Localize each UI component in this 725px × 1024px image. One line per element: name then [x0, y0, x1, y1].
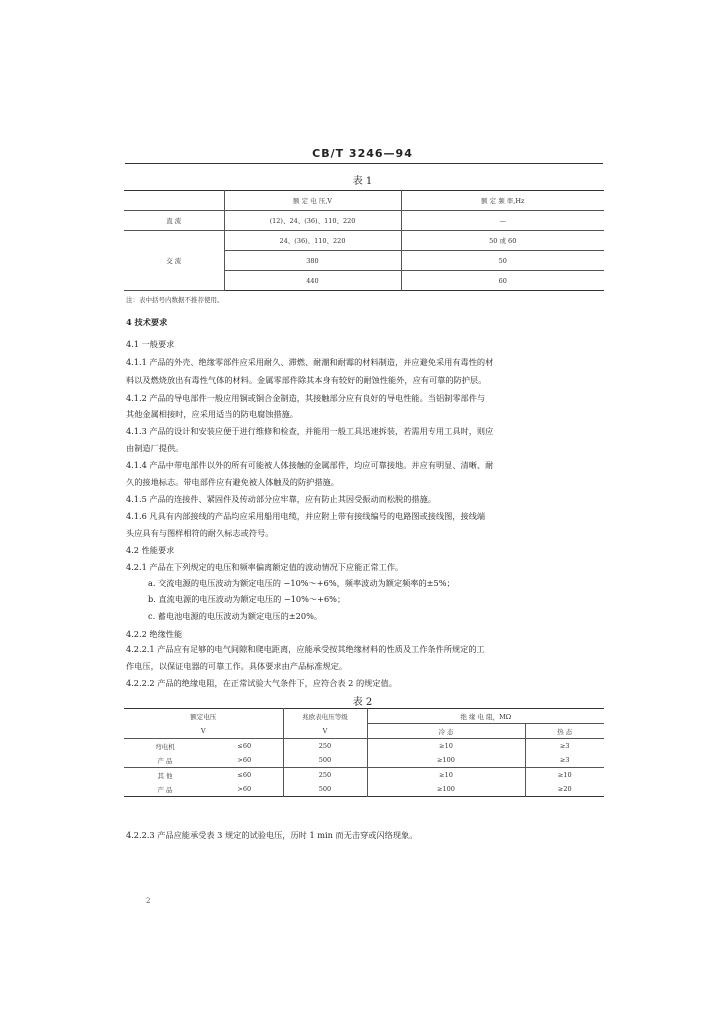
table2-cell-product: 产 品 — [157, 785, 173, 794]
body-line: 4.2.2 绝缘性能 — [126, 629, 183, 639]
table2-cell-meter: 500 — [283, 782, 367, 797]
table2-cell-cold: ≥100 — [367, 782, 525, 797]
table1-cell-frequency: 60 — [401, 271, 604, 291]
table2-header-meter: 兆欧表电压等级 — [283, 709, 367, 724]
body-line: 4 技术要求 — [126, 317, 168, 327]
table2-cell-hot: ≥10 — [525, 768, 604, 783]
table1-header-frequency: 额 定 频 率,Hz — [401, 191, 604, 211]
table2-cell-voltage: >60 — [237, 785, 252, 793]
table2-header-rated: 额定电压 — [190, 712, 217, 721]
header-rule — [125, 163, 603, 164]
body-line: a. 交流电源的电压波动为额定电压的 −10%～+6%，频率波动为额定频率的±5%； — [148, 578, 455, 588]
table-row — [124, 231, 604, 251]
body-line: b. 直流电源的电压波动为额定电压的 −10%～+6%； — [148, 594, 346, 604]
table2-header-meter-unit: V — [283, 724, 367, 739]
table1-note: 注：表中括号内数据不推荐使用。 — [126, 296, 224, 304]
table1-cell-frequency: 50 或 60 — [401, 231, 604, 251]
table2-cell-cold: ≥10 — [367, 739, 525, 754]
table-row — [124, 739, 604, 754]
table1-cell-voltage: 380 — [224, 251, 401, 271]
table2-header-row — [124, 724, 604, 739]
table1-caption: 表 1 — [352, 176, 373, 187]
body-line: 4.2.2.3 产品应能承受表 3 规定的试验电压，历时 1 min 而无击穿或闪络现象。 — [126, 830, 418, 840]
table2-header-hot: 热 态 — [525, 724, 604, 739]
body-line: 4.2.2.2 产品的绝缘电阻，在正常试验大气条件下，应符合表 2 的规定值。 — [126, 678, 397, 688]
body-line: 4.2.1 产品在下列规定的电压和频率偏离额定值的波动情况下应能正常工作。 — [126, 562, 404, 572]
table2-cell-meter: 500 — [283, 753, 367, 768]
body-line: 4.2.2.1 产品应有足够的电气间隙和爬电距离，应能承受按其绝缘材料的性质及工作条件所规定的工 — [126, 644, 485, 654]
table1-cell-voltage: 24、(36)、110、220 — [224, 231, 401, 251]
table-row — [124, 211, 604, 231]
body-line: c. 蓄电池电源的电压波动为额定电压的±20%。 — [148, 611, 323, 621]
body-line: 4.1 一般要求 — [126, 339, 175, 349]
table2-cell-hot: ≥20 — [525, 782, 604, 797]
body-line: 4.1.5 产品的连接件、紧固件及传动部分应牢靠，应有防止其因受振动而松脱的措施。 — [126, 494, 436, 504]
body-line: 久的接地标志。带电部件应有避免被人体触及的防护措施。 — [126, 477, 339, 487]
table-row — [124, 782, 604, 797]
body-line: 4.2 性能要求 — [126, 545, 175, 555]
table2-cell-hot: ≥3 — [525, 753, 604, 768]
table1-cell-voltage: 440 — [224, 271, 401, 291]
table1-header-voltage: 额 定 电 压,V — [224, 191, 401, 211]
table2-cell-product: 产 品 — [124, 753, 206, 768]
table2-header-rated-unit: V — [124, 724, 283, 739]
body-line: 4.1.4 产品中带电部件以外的所有可能被人体接触的金属部件，均应可靠接地。并应有明显、清晰、耐 — [126, 460, 494, 470]
table2 — [124, 708, 604, 797]
table-row — [124, 753, 604, 768]
table2-cell-cold: ≥100 — [367, 753, 525, 768]
table2-cell-voltage: >60 — [206, 753, 283, 768]
page-number: 2 — [146, 897, 151, 905]
table2-cell-product: 弯电机 — [155, 742, 175, 751]
table1-cell-type: 直 流 — [124, 211, 224, 231]
table2-cell-meter: 250 — [283, 739, 367, 754]
body-line: 4.1.1 产品的外壳、绝缘零部件应采用耐久、滞燃、耐潮和耐霉的材料制造，并应避免采用有毒性的材 — [126, 357, 494, 367]
table1-header-row — [124, 191, 604, 211]
table2-cell-hot: ≥3 — [525, 739, 604, 754]
table2-cell-cold: ≥10 — [367, 768, 525, 783]
table1-cell-type: 交 流 — [124, 231, 224, 291]
table1-header-blank — [124, 191, 224, 211]
table2-header-insulation: 绝 缘 电 阻，MΩ — [367, 709, 604, 724]
table2-cell-voltage: ≤60 — [237, 742, 252, 750]
table2-cell-voltage: ≤60 — [237, 771, 252, 779]
body-line: 其他金属相接时，应采用适当的防电腐蚀措施。 — [126, 409, 298, 419]
body-line: 头应具有与图样相符的耐久标志或符号。 — [126, 528, 274, 538]
standard-code: CB/T 3246—94 — [312, 147, 413, 160]
table1-cell-frequency: — — [401, 211, 604, 231]
body-line: 4.1.2 产品的导电部件一般应用铜或铜合金制造，其接触部分应有良好的导电性能。当铝制零部件与 — [126, 393, 486, 403]
body-line: 4.1.6 凡具有内部接线的产品均应采用船用电缆，并应附上带有接线编号的电路图或接线图，接线端 — [126, 511, 486, 521]
table2-caption: 表 2 — [352, 697, 373, 708]
table2-cell-meter: 250 — [283, 768, 367, 783]
table-row — [124, 768, 604, 783]
table1-cell-voltage: (12)、24、(36)、110、220 — [224, 211, 401, 231]
table2-cell-product: 其 他 — [157, 771, 173, 780]
table1 — [124, 190, 604, 291]
table2-header-cold: 冷 态 — [367, 724, 525, 739]
body-line: 4.1.3 产品的设计和安装应便于进行维修和检查，并能用一般工具迅速拆装，若需用专用工具时，则应 — [126, 426, 494, 436]
table1-cell-frequency: 50 — [401, 251, 604, 271]
body-line: 作电压，以保证电器的可靠工作。具体要求由产品标准规定。 — [126, 661, 348, 671]
body-line: 由制造厂提供。 — [126, 443, 184, 453]
body-line: 料以及燃烧放出有毒性气体的材料。金属零部件除其本身有较好的耐蚀性能外，应有可靠的防护层。 — [126, 375, 487, 385]
table2-header-row — [124, 709, 604, 724]
